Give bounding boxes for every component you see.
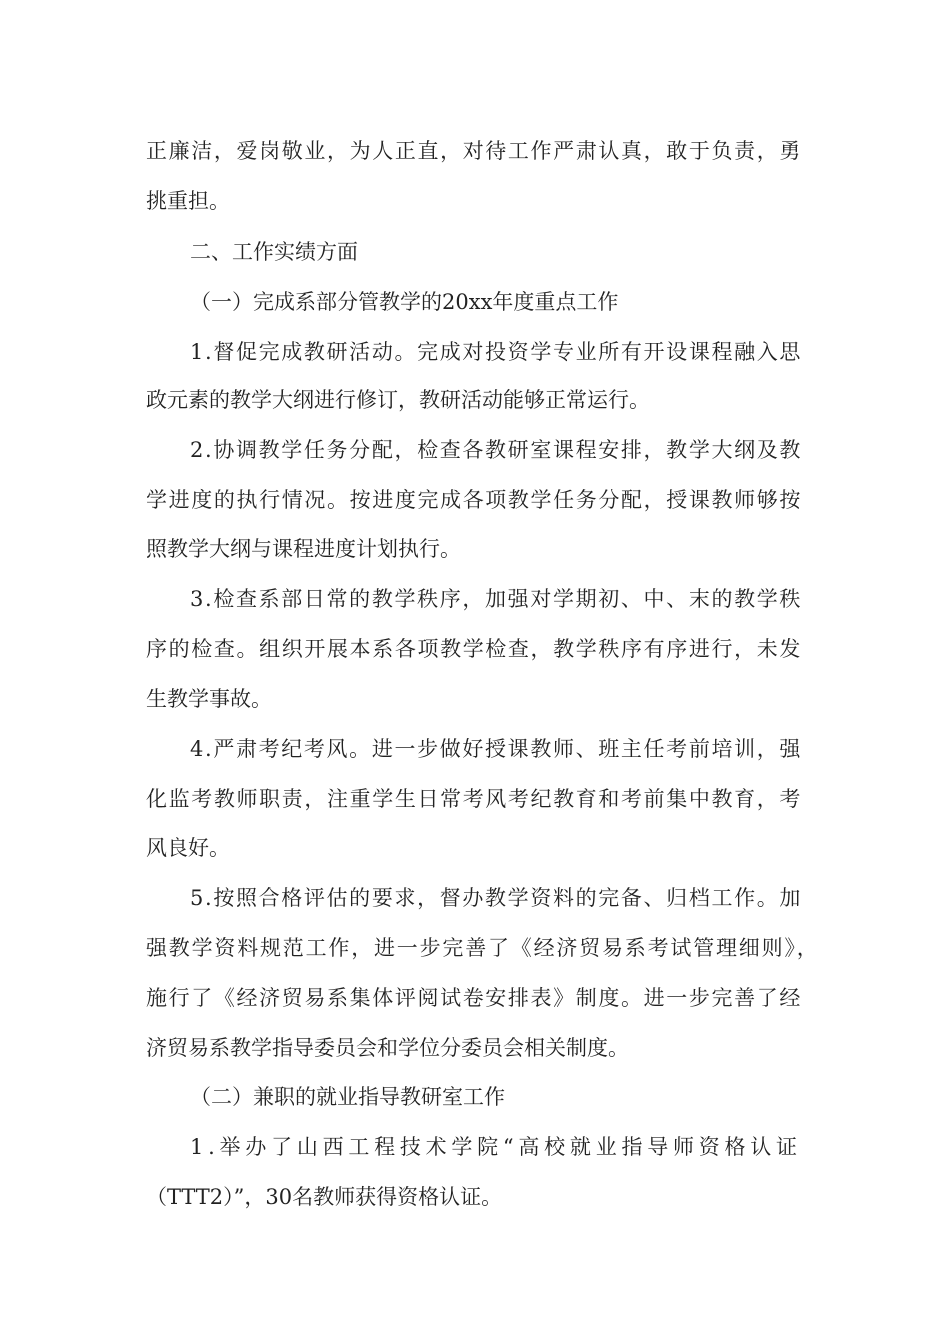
subsection-heading: （一）完成系部分管教学的20xx年度重点工作: [190, 290, 619, 314]
text-line: 化监考教师职责，注重学生日常考风考纪教育和考前集中教育，考: [146, 787, 802, 811]
text-line: 政元素的教学大纲进行修订，教研活动能够正常运行。: [146, 388, 650, 412]
text-line: 学进度的执行情况。按进度完成各项教学任务分配，授课教师够按: [146, 488, 802, 512]
section-heading: 二、工作实绩方面: [190, 240, 358, 264]
text-line: 3.检查系部日常的教学秩序，加强对学期初、中、末的教学秩: [190, 587, 803, 611]
text-line: 5.按照合格评估的要求，督办教学资料的完备、归档工作。加: [190, 886, 803, 910]
text-line: 序的检查。组织开展本系各项教学检查，教学秩序有序进行，未发: [146, 637, 802, 661]
text-line: 生教学事故。: [146, 687, 272, 711]
text-line: （TTT2）”，30名教师获得资格认证。: [146, 1185, 503, 1209]
text-line: 1.举办了山西工程技术学院“高校就业指导师资格认证: [190, 1135, 802, 1159]
text-line: 挑重担。: [146, 189, 230, 213]
text-line: 2.协调教学任务分配，检查各教研室课程安排，教学大纲及教: [190, 438, 803, 462]
text-line: 济贸易系教学指导委员会和学位分委员会相关制度。: [146, 1036, 629, 1060]
text-line: 强教学资料规范工作，进一步完善了《经济贸易系考试管理细则》，: [146, 936, 820, 960]
subsection-heading: （二）兼职的就业指导教研室工作: [190, 1085, 505, 1109]
text-line: 施行了《经济贸易系集体评阅试卷安排表》制度。进一步完善了经: [146, 986, 802, 1010]
text-line: 4.严肃考纪考风。进一步做好授课教师、班主任考前培训，强: [190, 737, 803, 761]
text-line: 1.督促完成教研活动。完成对投资学专业所有开设课程融入思: [190, 340, 803, 364]
text-line: 风良好。: [146, 836, 230, 860]
text-line: 正廉洁，爱岗敬业，为人正直，对待工作严肃认真，敢于负责，勇: [146, 139, 802, 163]
text-line: 照教学大纲与课程进度计划执行。: [146, 537, 461, 561]
